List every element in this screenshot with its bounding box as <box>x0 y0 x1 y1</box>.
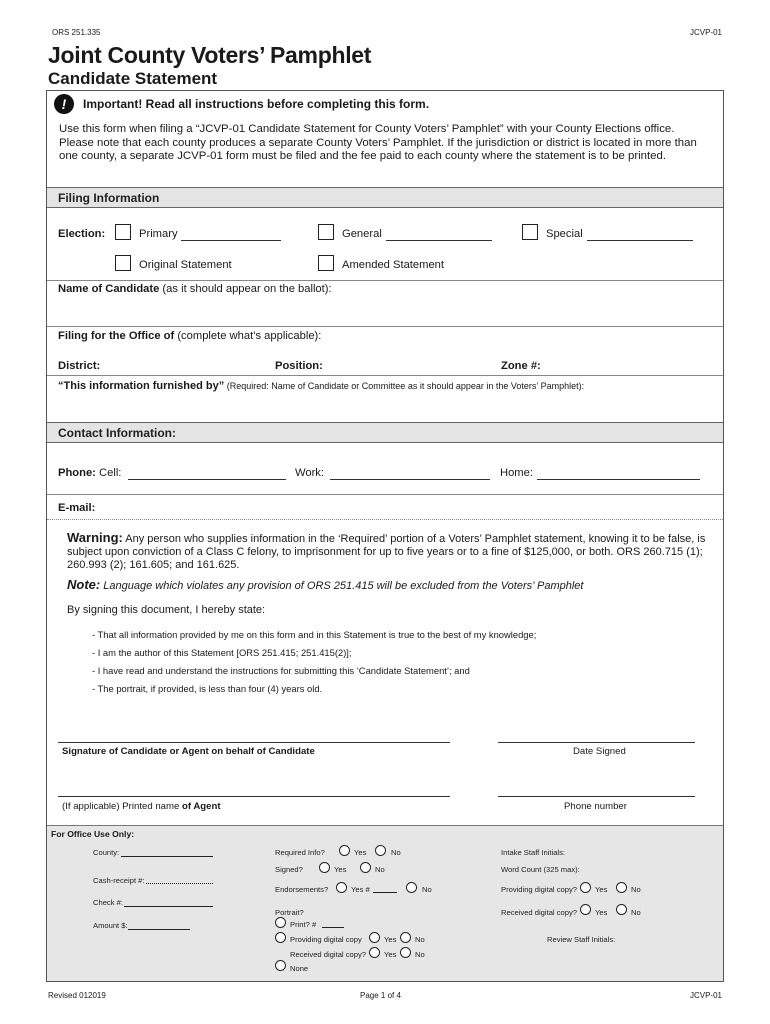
divider <box>47 280 723 281</box>
phone-number-line[interactable] <box>498 796 695 797</box>
position-label[interactable]: Position: <box>275 360 323 372</box>
required-info-no-label: No <box>391 848 401 857</box>
district-label[interactable]: District: <box>58 360 101 372</box>
received-digital-yes-radio[interactable] <box>369 947 380 958</box>
received-digital-q-label: Received digital copy? <box>501 908 577 917</box>
original-statement-checkbox[interactable] <box>115 255 131 271</box>
phone-number-label: Phone number <box>564 801 627 812</box>
office-label[interactable] <box>58 330 321 342</box>
amended-statement-label: Amended Statement <box>342 259 444 271</box>
signed-yes-label: Yes <box>334 865 347 874</box>
page-number: Page 1 of 4 <box>360 991 401 1000</box>
providing-digital-q-yes-radio[interactable] <box>580 882 591 893</box>
providing-digital-no-label: No <box>415 935 425 944</box>
intro-text: Use this form when filing a “JCVP-01 Candidate Statement for County Voters’ Pamphlet” with your County Elections office. Please note that each county produces a separate County Voters’ Pamphlet. If the jurisdiction or district is located in more than one county, a separate JCVP-01 form must be filed and the fee paid to each county where the statement is to be printed. <box>59 123 697 163</box>
primary-line[interactable] <box>181 240 281 241</box>
candidate-signature-label: Signature of Candidate or Agent on behalf of Candidate <box>62 746 315 757</box>
candidate-name-label[interactable] <box>58 283 332 295</box>
agent-name-prefix: (If applicable) Printed name <box>62 801 182 812</box>
furnished-by-hint: (Required: Name of Candidate or Committee as it should appear in the Voters’ Pamphlet): <box>224 381 585 391</box>
county-label: County: <box>93 848 120 857</box>
received-digital-yes-label: Yes <box>384 950 397 959</box>
dotted-divider <box>47 519 723 520</box>
note-text <box>67 577 583 592</box>
review-staff-label[interactable]: Review Staff Initials: <box>547 935 616 944</box>
none-label: None <box>290 964 309 973</box>
endorsements-no-label: No <box>422 885 432 894</box>
zone-label[interactable]: Zone #: <box>501 360 541 372</box>
attestation-item: - I am the author of this Statement [ORS 251.415; 251.415(2)]; <box>92 647 352 658</box>
portrait-label: Portrait? <box>275 908 304 917</box>
signed-label: Signed? <box>275 865 303 874</box>
form-code: JCVP-01 <box>689 28 722 37</box>
providing-digital-q-label: Providing digital copy? <box>501 885 577 894</box>
received-digital-q-no-label: No <box>631 908 641 917</box>
primary-checkbox[interactable] <box>115 224 131 240</box>
work-phone-line[interactable] <box>330 479 490 480</box>
warning-heading: Warning: <box>67 530 123 545</box>
amount-label: Amount $: <box>93 921 128 930</box>
work-label: Work: <box>295 467 325 479</box>
providing-digital-yes-label: Yes <box>384 935 397 944</box>
footer-form-code: JCVP-01 <box>689 991 722 1000</box>
divider <box>47 326 723 327</box>
none-radio[interactable] <box>275 960 286 971</box>
cash-receipt-field[interactable] <box>146 883 213 884</box>
word-count-label[interactable]: Word Count (325 max): <box>501 865 580 874</box>
received-digital-no-label: No <box>415 950 425 959</box>
special-line[interactable] <box>587 240 693 241</box>
intake-staff-label[interactable]: Intake Staff Initials: <box>501 848 566 857</box>
furnished-by-label[interactable] <box>58 380 584 392</box>
office-hint: (complete what’s applicable): <box>174 330 322 342</box>
exclamation-icon: ! <box>54 94 74 114</box>
primary-label: Primary <box>139 228 178 240</box>
endorsements-no-radio[interactable] <box>406 882 417 893</box>
check-label: Check #: <box>93 898 123 907</box>
important-notice: Important! Read all instructions before completing this form. <box>83 97 430 111</box>
general-line[interactable] <box>386 240 492 241</box>
amount-field[interactable] <box>128 929 190 930</box>
endorsements-count-field[interactable] <box>373 892 397 893</box>
providing-digital-q-no-radio[interactable] <box>616 882 627 893</box>
general-label: General <box>342 228 382 240</box>
furnished-by-title: “This information furnished by” <box>58 380 225 392</box>
signing-statement: By signing this document, I hereby state: <box>67 604 266 616</box>
divider <box>47 375 723 376</box>
office-use-heading: For Office Use Only: <box>51 829 135 839</box>
note-heading: Note: <box>67 577 101 592</box>
received-digital-q-no-radio[interactable] <box>616 904 627 915</box>
county-field[interactable] <box>121 856 213 857</box>
email-label[interactable]: E-mail: <box>58 502 96 514</box>
signed-yes-radio[interactable] <box>319 862 330 873</box>
providing-digital-no-radio[interactable] <box>400 932 411 943</box>
endorsements-yes-label: Yes # <box>351 885 370 894</box>
page-subtitle: Candidate Statement <box>48 69 218 88</box>
original-statement-label: Original Statement <box>139 259 232 271</box>
page-title: Joint County Voters’ Pamphlet <box>48 42 372 68</box>
divider <box>47 494 723 495</box>
cell-label: Cell: <box>99 467 122 479</box>
phone-label <box>58 467 121 479</box>
providing-digital-q-no-label: No <box>631 885 641 894</box>
endorsements-yes-radio[interactable] <box>336 882 347 893</box>
signed-no-radio[interactable] <box>360 862 371 873</box>
required-info-yes-radio[interactable] <box>339 845 350 856</box>
office-title: Filing for the Office of <box>58 330 175 342</box>
attestation-item: - I have read and understand the instructions for submitting this ‘Candidate Statement’; and <box>92 665 470 676</box>
cell-phone-line[interactable] <box>128 479 286 480</box>
endorsements-label: Endorsements? <box>275 885 329 894</box>
ors-reference: ORS 251.335 <box>52 28 101 37</box>
providing-digital-radio[interactable] <box>275 932 286 943</box>
election-label: Election: <box>58 228 106 240</box>
agent-name-bold: of Agent <box>181 801 221 812</box>
warning-text <box>67 531 707 572</box>
revised-date: Revised 012019 <box>48 991 106 1000</box>
special-checkbox[interactable] <box>522 224 538 240</box>
phone-title: Phone: <box>58 467 96 479</box>
special-label: Special <box>546 228 583 240</box>
candidate-name-hint: (as it should appear on the ballot): <box>159 283 332 295</box>
print-radio[interactable] <box>275 917 286 928</box>
date-signed-label: Date Signed <box>573 746 626 757</box>
date-signed-line[interactable] <box>498 742 695 743</box>
contact-information-heading: Contact Information: <box>47 422 723 443</box>
agent-name-line[interactable] <box>58 796 450 797</box>
general-checkbox[interactable] <box>318 224 334 240</box>
check-field[interactable] <box>124 906 213 907</box>
received-digital-no-radio[interactable] <box>400 947 411 958</box>
note-body: Language which violates any provision of ORS 251.415 will be excluded from the Voters’ Pamphlet <box>100 580 584 592</box>
home-label: Home: <box>500 467 533 479</box>
required-info-yes-label: Yes <box>354 848 367 857</box>
home-phone-line[interactable] <box>537 479 700 480</box>
candidate-signature-line[interactable] <box>58 742 450 743</box>
providing-digital-yes-radio[interactable] <box>369 932 380 943</box>
attestation-item: - The portrait, if provided, is less than four (4) years old. <box>92 683 323 694</box>
attestation-item: - That all information provided by me on this form and in this Statement is true to the best of my knowledge; <box>92 629 537 640</box>
providing-digital-q-yes-label: Yes <box>595 885 608 894</box>
received-digital-q-yes-label: Yes <box>595 908 608 917</box>
amended-statement-checkbox[interactable] <box>318 255 334 271</box>
required-info-label: Required Info? <box>275 848 325 857</box>
received-digital-q-yes-radio[interactable] <box>580 904 591 915</box>
filing-information-heading: Filing Information <box>47 187 723 208</box>
print-label: Print? # <box>290 920 317 929</box>
required-info-no-radio[interactable] <box>375 845 386 856</box>
warning-body: Any person who supplies information in the ‘Required’ portion of a Voters’ Pamphlet statement, knowing it to be false, is subject upon conviction of a Class C felony, to imprisonment for up to five years or to a fine of $125,000, or both. ORS 260.715 (1); 260.993 (2); 161.605; and 161.625. <box>67 533 706 571</box>
signed-no-label: No <box>375 865 385 874</box>
cash-receipt-label: Cash-receipt #: <box>93 876 145 885</box>
providing-digital-label: Providing digital copy <box>290 935 362 944</box>
print-count-field[interactable] <box>322 927 344 928</box>
agent-name-label <box>62 801 221 812</box>
received-digital-label: Received digital copy? <box>290 950 366 959</box>
candidate-name-title: Name of Candidate <box>58 283 160 295</box>
